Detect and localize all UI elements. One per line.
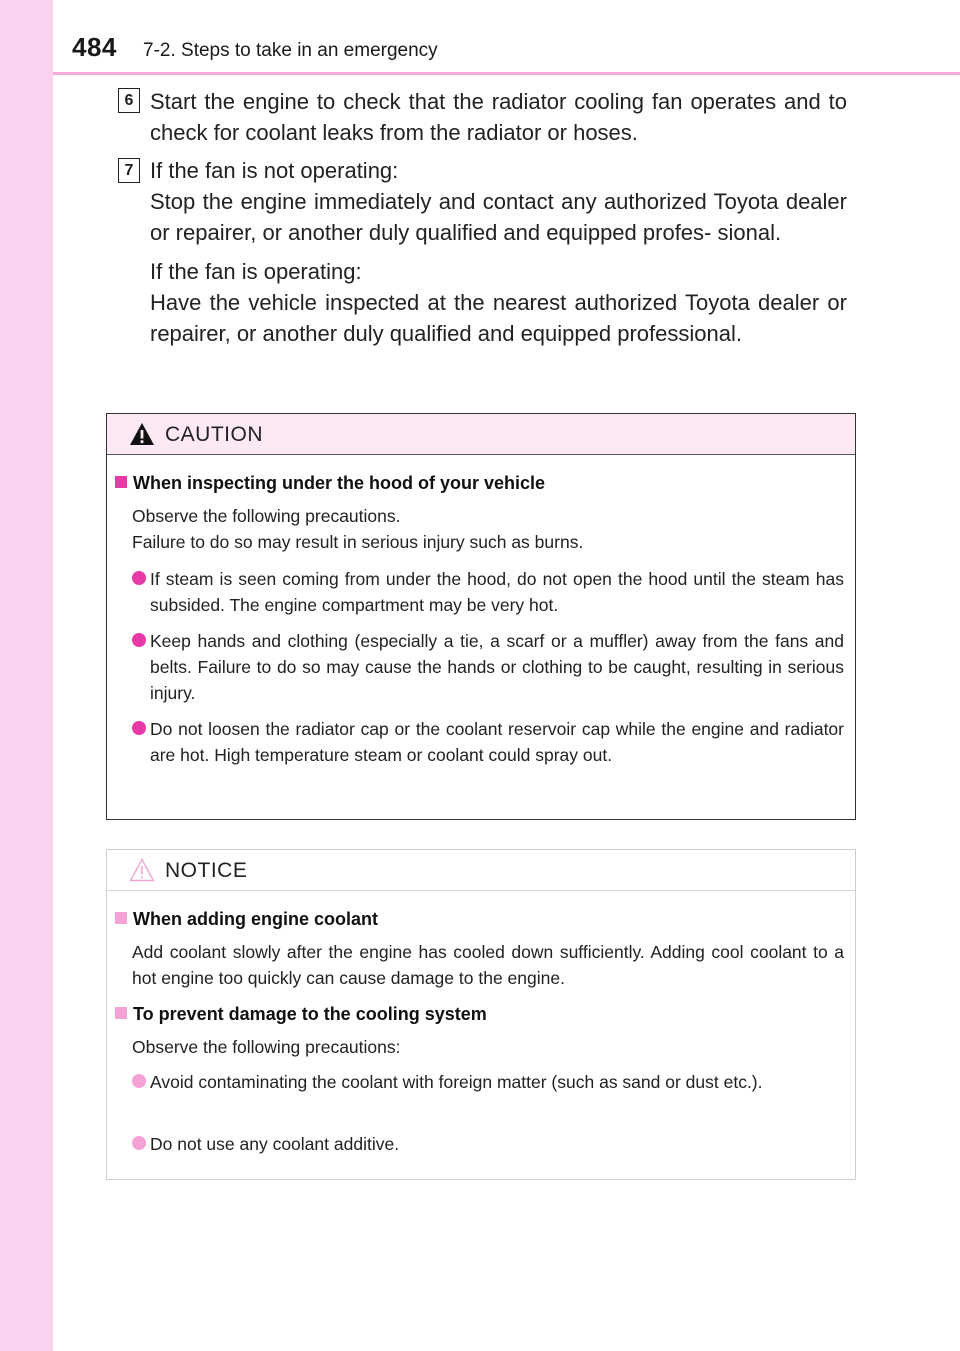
- step-paragraph: If the fan is operating:: [150, 259, 362, 284]
- caution-bullet: If steam is seen coming from under the hood, do not open the hood until the steam has subsided. The engine compartment may be very hot.: [132, 566, 844, 618]
- notice-bullet: Avoid contaminating the coolant with foreign matter (such as sand or dust etc.).: [132, 1069, 844, 1095]
- caution-section-title: When inspecting under the hood of your vehicle: [115, 473, 545, 494]
- notice-section-title: When adding engine coolant: [115, 909, 378, 930]
- caution-title: CAUTION: [165, 423, 263, 446]
- round-bullet-icon: [132, 633, 146, 647]
- notice-section-title: To prevent damage to the cooling system: [115, 1004, 487, 1025]
- round-bullet-icon: [132, 571, 146, 585]
- notice-section-text: Observe the following precautions:: [132, 1037, 401, 1057]
- notice-bullet: Do not use any coolant additive.: [132, 1131, 844, 1157]
- side-color-bar: [0, 0, 53, 1351]
- round-bullet-icon: [132, 1136, 146, 1150]
- notice-section-text: Add coolant slowly after the engine has cooled down sufficiently. Adding cool coolant to a hot engine too quickly can cause damage to the engine.: [132, 942, 844, 988]
- caution-intro: [132, 503, 844, 555]
- caution-bullet: Keep hands and clothing (especially a tie, a scarf or a muffler) away from the fans and belts. Failure to do so may cause the hands or clothing to be caught, resulting in serious injury.: [132, 628, 844, 706]
- caution-box: [106, 413, 856, 820]
- step-paragraph: Start the engine to check that the radiator cooling fan operates and to check for coolant leaks from the radiator or hoses.: [150, 89, 847, 145]
- step-paragraph: Stop the engine immediately and contact any authorized Toyota dealer or repairer, or another duly qualified and equipped profes- sional.: [150, 189, 847, 245]
- page-number: 484: [72, 32, 117, 62]
- warning-triangle-outline-icon: [129, 858, 155, 887]
- notice-title: NOTICE: [165, 859, 248, 882]
- notice-header: [107, 850, 855, 891]
- warning-triangle-icon: [129, 422, 155, 451]
- caution-intro-line: Failure to do so may result in serious injury such as burns.: [132, 532, 584, 552]
- notice-box: [106, 849, 856, 1180]
- caution-intro-line: Observe the following precautions.: [132, 506, 401, 526]
- caution-bullet: Do not loosen the radiator cap or the coolant reservoir cap while the engine and radiator are hot. High temperature steam or coolant could spray out.: [132, 716, 844, 768]
- step-7-text: [150, 155, 847, 349]
- square-bullet-icon: [115, 912, 127, 924]
- round-bullet-icon: [132, 721, 146, 735]
- square-bullet-icon: [115, 476, 127, 488]
- step-number-badge: 6: [118, 88, 140, 113]
- step-6-text: [150, 86, 847, 148]
- section-header-title: 7-2. Steps to take in an emergency: [143, 40, 438, 61]
- header-divider: [53, 72, 960, 75]
- step-paragraph: Have the vehicle inspected at the nearest authorized Toyota dealer or repairer, or another duly qualified and equipped professional.: [150, 290, 847, 346]
- square-bullet-icon: [115, 1007, 127, 1019]
- step-number-badge: 7: [118, 158, 140, 183]
- step-paragraph: If the fan is not operating:: [150, 158, 399, 183]
- caution-header: [107, 414, 855, 455]
- round-bullet-icon: [132, 1074, 146, 1088]
